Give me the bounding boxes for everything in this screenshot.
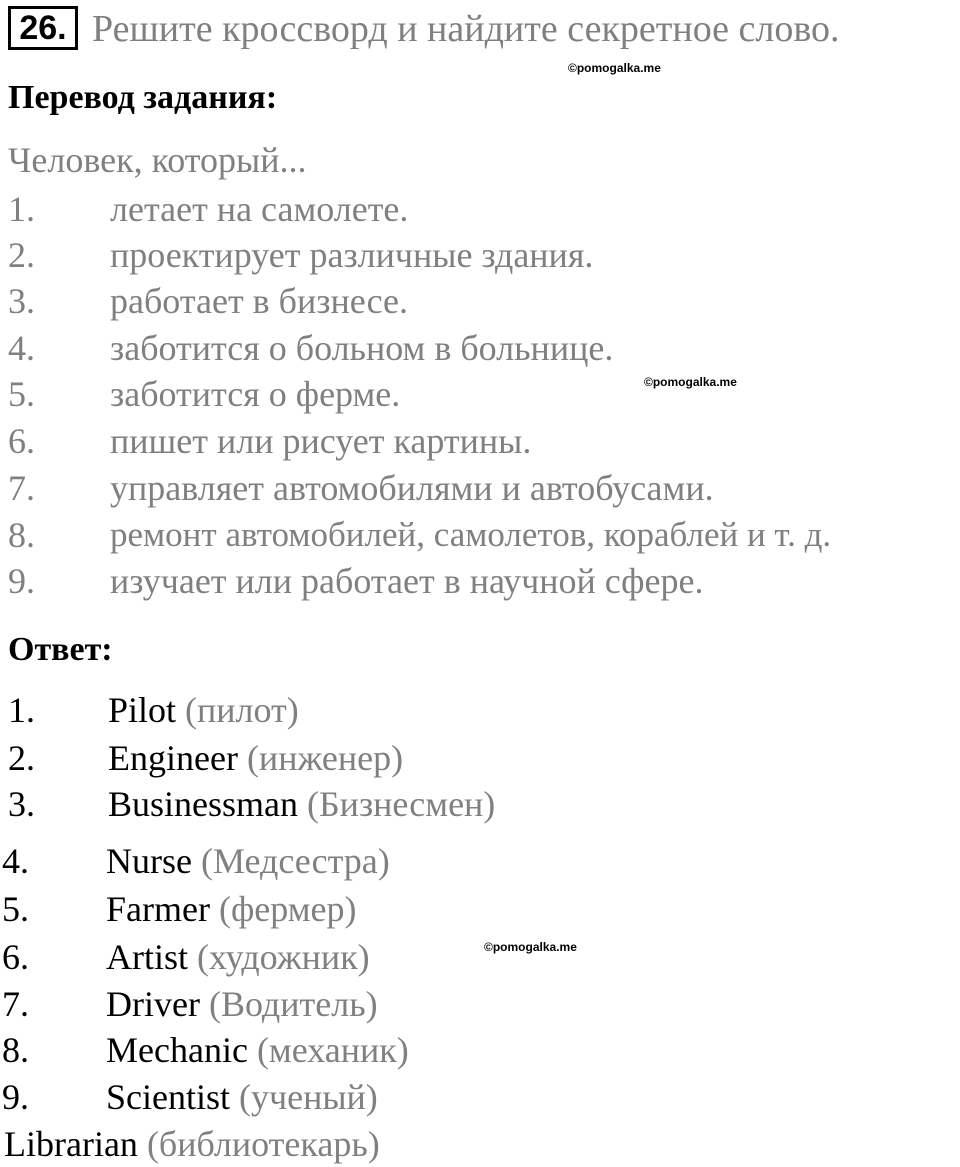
item-number: 1. bbox=[8, 690, 35, 730]
answer-english: Farmer bbox=[106, 889, 210, 929]
item-number: 1. bbox=[8, 189, 35, 229]
translation-intro: Человек, который... bbox=[8, 140, 307, 180]
watermark: ©pomogalka.me bbox=[644, 375, 737, 389]
item-text: летает на самолете. bbox=[110, 189, 409, 229]
watermark: ©pomogalka.me bbox=[484, 940, 577, 954]
item-text: заботится о ферме. bbox=[110, 374, 401, 414]
item-number: 2. bbox=[8, 235, 35, 275]
answer-english: Businessman bbox=[108, 784, 299, 824]
answer-russian: (художник) bbox=[197, 937, 370, 977]
secret-word bbox=[4, 1122, 380, 1166]
item-number: 6. bbox=[8, 421, 35, 461]
answer-english: Scientist bbox=[106, 1077, 230, 1117]
answer-russian: (Медсестра) bbox=[200, 841, 390, 881]
answer-english: Mechanic bbox=[106, 1030, 248, 1070]
answer-english: Nurse bbox=[106, 841, 192, 881]
item-text: ремонт автомобилей, самолетов, кораблей и т. д. bbox=[110, 515, 832, 554]
item-number: 2. bbox=[8, 738, 35, 778]
item-number: 7. bbox=[8, 468, 35, 508]
translation-heading: Перевод задания: bbox=[8, 79, 278, 116]
answer-russian: (пилот) bbox=[185, 690, 299, 730]
answer-russian: (Бизнесмен) bbox=[307, 784, 496, 824]
item-text: изучает или работает в научной сфере. bbox=[110, 561, 704, 601]
answer-english: Driver bbox=[106, 984, 200, 1024]
item-number: 9. bbox=[8, 561, 35, 601]
answer-russian: (ученый) bbox=[239, 1077, 378, 1117]
answer-russian: (фермер) bbox=[218, 889, 357, 929]
secret-word-english: Librarian bbox=[4, 1124, 138, 1164]
answer-russian: (инженер) bbox=[246, 738, 404, 778]
answer-russian: (механик) bbox=[256, 1030, 409, 1070]
secret-word-russian: (библиотекарь) bbox=[146, 1124, 380, 1164]
item-number: 6. bbox=[2, 937, 29, 977]
item-text: управляет автомобилями и автобусами. bbox=[110, 468, 714, 508]
item-number: 3. bbox=[8, 784, 35, 824]
item-text: заботится о больном в больнице. bbox=[110, 328, 614, 368]
item-number: 7. bbox=[2, 984, 29, 1024]
item-text: проектирует различные здания. bbox=[110, 235, 594, 275]
item-number: 9. bbox=[2, 1077, 29, 1117]
answer-russian: (Водитель) bbox=[208, 984, 378, 1024]
item-number: 3. bbox=[8, 281, 35, 321]
answer-heading: Ответ: bbox=[8, 631, 113, 668]
answer-english: Engineer bbox=[108, 738, 238, 778]
item-text: пишет или рисует картины. bbox=[110, 421, 532, 461]
item-number: 4. bbox=[8, 328, 35, 368]
item-text: работает в бизнесе. bbox=[110, 281, 409, 321]
item-number: 8. bbox=[2, 1030, 29, 1070]
item-number: 4. bbox=[2, 841, 29, 881]
task-title: Решите кроссворд и найдите секретное слово. bbox=[92, 8, 840, 50]
item-number: 5. bbox=[8, 374, 35, 414]
watermark: ©pomogalka.me bbox=[568, 61, 661, 75]
answer-english: Pilot bbox=[108, 690, 177, 730]
answer-english: Artist bbox=[106, 937, 189, 977]
item-number: 8. bbox=[8, 515, 35, 555]
item-number: 5. bbox=[2, 889, 29, 929]
task-number-box: 26. bbox=[8, 6, 78, 50]
